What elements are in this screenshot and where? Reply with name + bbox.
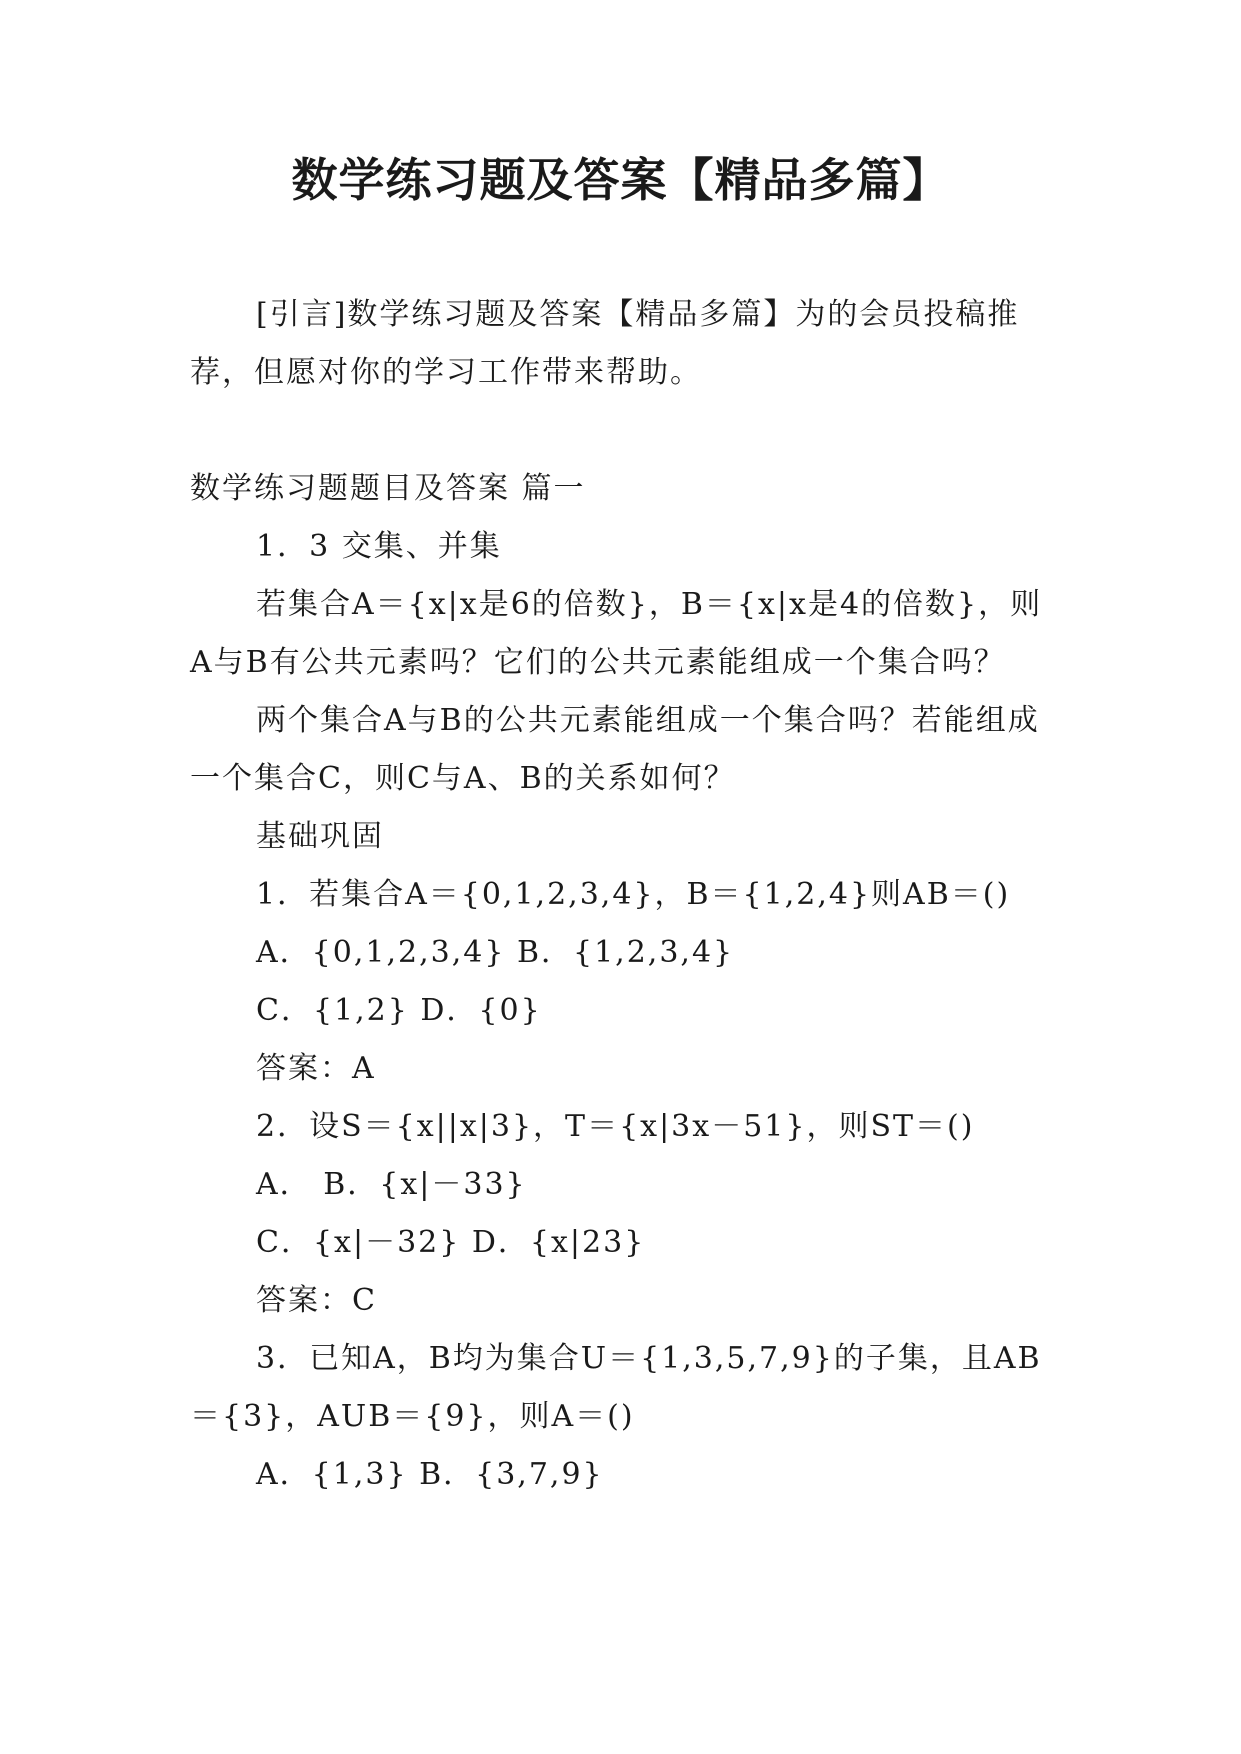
question-1-answer: 答案：A (256, 1051, 376, 1086)
question-1: 1．若集合A＝{0,1,2,3,4}，B＝{1,2,4}则AB＝() (256, 877, 1011, 912)
paragraph-1: 若集合A＝{x|x是6的倍数}，B＝{x|x是4的倍数}，则A与B有公共元素吗？它们的公共元素能组成一个集合吗？ (190, 587, 1043, 680)
question-3-options-ab: A．{1,3} B．{3,7,9} (256, 1457, 604, 1492)
paragraph-2: 两个集合A与B的公共元素能组成一个集合吗？若能组成一个集合C，则C与A、B的关系如何？ (190, 703, 1040, 796)
subheading: 1．3 交集、并集 (256, 529, 502, 564)
question-1-options-cd: C．{1,2} D．{0} (256, 993, 542, 1028)
question-2-answer: 答案：C (256, 1283, 377, 1318)
question-1-options-ab: A．{0,1,2,3,4} B．{1,2,3,4} (256, 935, 735, 970)
document-title: 数学练习题及答案【精品多篇】 (291, 153, 950, 207)
basics-label: 基础巩固 (256, 819, 384, 854)
section-heading: 数学练习题题目及答案 篇一 (190, 471, 586, 506)
question-2: 2．设S＝{x||x|3}，T＝{x|3x－51}，则ST＝() (256, 1109, 975, 1144)
question-2-options-ab: A． B．{x|－33} (256, 1167, 527, 1202)
document-body (190, 286, 1050, 1504)
question-2-options-cd: C．{x|－32} D．{x|23} (256, 1225, 646, 1260)
question-3: 3．已知A，B均为集合U＝{1,3,5,7,9}的子集，且AB＝{3}，AUB＝{9}，则A＝() (190, 1341, 1042, 1434)
intro-paragraph: [引言]数学练习题及答案【精品多篇】为的会员投稿推荐，但愿对你的学习工作带来帮助。 (190, 297, 1020, 390)
